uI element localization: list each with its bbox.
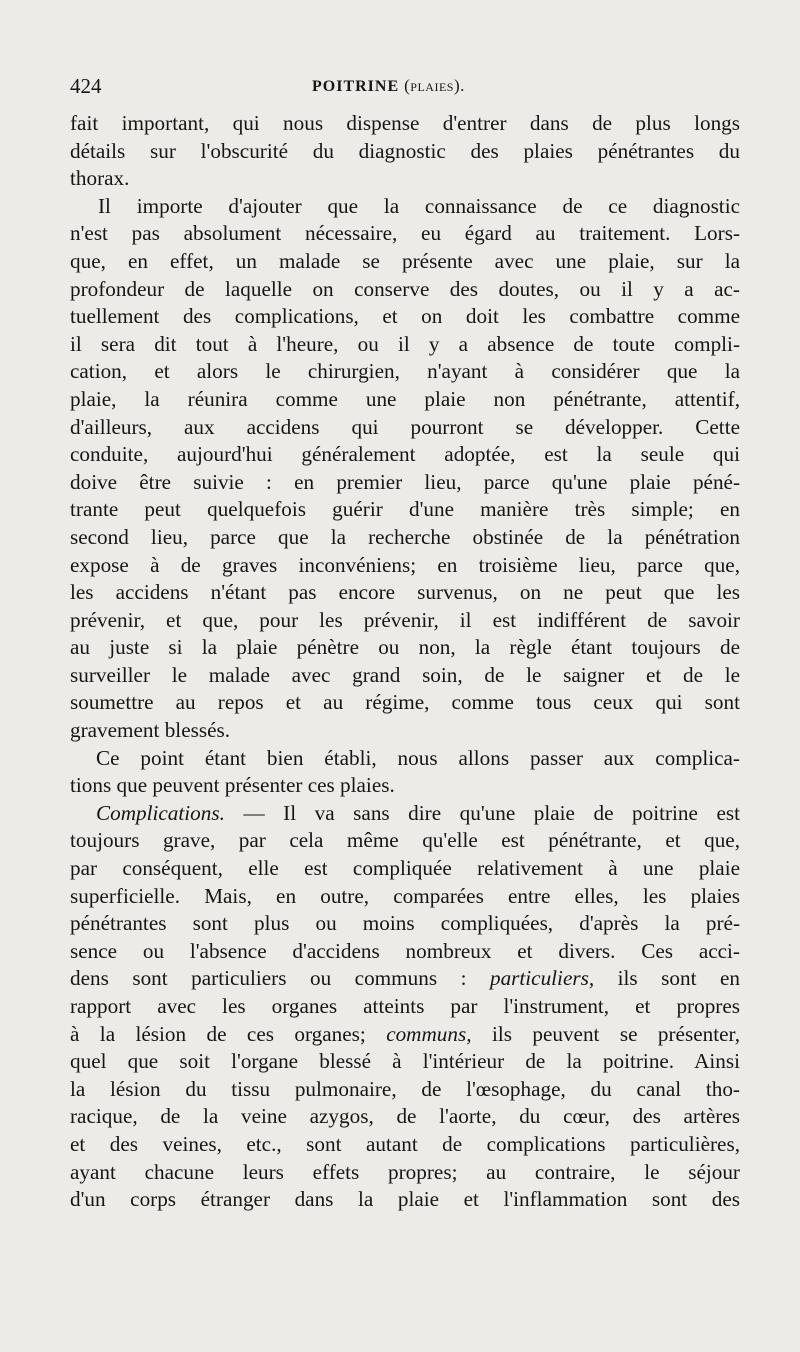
- text-line: quel que soit l'organe blessé à l'intérieur de la poitrine. Ainsi: [70, 1049, 740, 1074]
- text-line: gravement blessés.: [70, 718, 231, 743]
- text-line: il sera dit tout à l'heure, ou il y a absence de toute compli-: [70, 331, 740, 356]
- text-line: thorax.: [70, 166, 130, 191]
- text-line: n'est pas absolument nécessaire, eu égard au traitement. Lors-: [70, 221, 740, 246]
- text-line: conduite, aujourd'hui généralement adoptée, est la seule qui: [70, 442, 740, 467]
- text-line: au juste si la plaie pénètre ou non, la règle étant toujours de: [70, 635, 740, 660]
- text-line: tions que peuvent présenter ces plaies.: [70, 773, 395, 798]
- text-line: plaie, la réunira comme une plaie non pénétrante, attentif,: [70, 386, 740, 411]
- text-line: sence ou l'absence d'accidens nombreux et divers. Ces acci-: [70, 938, 740, 963]
- text-line: d'ailleurs, aux accidens qui pourront se développer. Cette: [70, 414, 740, 439]
- text-line: rapport avec les organes atteints par l'instrument, et propres: [70, 994, 740, 1018]
- text-line: fait important, qui nous dispense d'entrer dans de plus longs: [70, 111, 740, 135]
- complications-heading: Complications.: [96, 800, 225, 825]
- text-line: Ce point étant bien établi, nous allons passer aux complica-: [96, 745, 740, 770]
- text-line: tuellement des complications, et on doit les combattre comme: [70, 304, 740, 329]
- text-line: cation, et alors le chirurgien, n'ayant à considérer que la: [70, 359, 740, 384]
- italic-term: particuliers,: [489, 966, 595, 991]
- running-head-title: POITRINE: [312, 78, 400, 95]
- text-line-particuliers: [70, 965, 740, 993]
- page-header: [70, 74, 740, 104]
- running-head-subtitle: (plaies).: [404, 76, 465, 95]
- text-line: superficielle. Mais, en outre, comparées entre elles, les plaies: [70, 883, 740, 908]
- text-line-communs: [70, 1021, 740, 1049]
- text-line: prévenir, et que, pour les prévenir, il est indifférent de savoir: [70, 607, 740, 632]
- text-line: racique, de la veine azygos, de l'aorte, du cœur, des artères: [70, 1104, 740, 1129]
- text-line: doive être suivie : en premier lieu, parce qu'une plaie péné-: [70, 469, 740, 494]
- text-line: détails sur l'obscurité du diagnostic des plaies pénétrantes du: [70, 138, 740, 163]
- text-line: second lieu, parce que la recherche obstinée de la pénétration: [70, 524, 740, 549]
- body-text: [70, 110, 740, 1214]
- text-fragment: à la lésion de ces organes;: [70, 1021, 387, 1046]
- text-line: les accidens n'étant pas encore survenus, on ne peut que les: [70, 580, 740, 605]
- text-line: pénétrantes sont plus ou moins compliquées, d'après la pré-: [70, 911, 740, 936]
- text-line: que, en effet, un malade se présente avec une plaie, sur la: [70, 248, 740, 273]
- text-line-complications: [70, 800, 740, 828]
- text-line: par conséquent, elle est compliquée relativement à une plaie: [70, 856, 740, 881]
- text-line: et des veines, etc., sont autant de complications particulières,: [70, 1131, 740, 1156]
- text-fragment: — Il va sans dire qu'une plaie de poitrine est: [224, 800, 740, 825]
- text-line: profondeur de laquelle on conserve des doutes, ou il y a ac-: [70, 276, 740, 301]
- running-head: [312, 76, 465, 96]
- italic-term: communs,: [386, 1021, 472, 1046]
- text-fragment: ils peuvent se présenter,: [471, 1021, 740, 1046]
- text-line: toujours grave, par cela même qu'elle est pénétrante, et que,: [70, 828, 740, 853]
- text-line: la lésion du tissu pulmonaire, de l'œsophage, du canal tho-: [70, 1076, 740, 1101]
- text-fragment: ils sont en: [594, 966, 740, 991]
- page-number: 424: [70, 74, 102, 98]
- text-line: d'un corps étranger dans la plaie et l'inflammation sont des: [70, 1187, 740, 1212]
- text-line: soumettre au repos et au régime, comme tous ceux qui sont: [70, 690, 740, 715]
- text-line: trante peut quelquefois guérir d'une manière très simple; en: [70, 497, 740, 522]
- text-line: Il importe d'ajouter que la connaissance de ce diagnostic: [98, 193, 740, 218]
- text-line: ayant chacune leurs effets propres; au contraire, le séjour: [70, 1159, 740, 1184]
- text-fragment: dens sont particuliers ou communs :: [70, 966, 490, 991]
- text-line: surveiller le malade avec grand soin, de le saigner et de le: [70, 662, 740, 687]
- text-line: expose à de graves inconvéniens; en troisième lieu, parce que,: [70, 552, 740, 577]
